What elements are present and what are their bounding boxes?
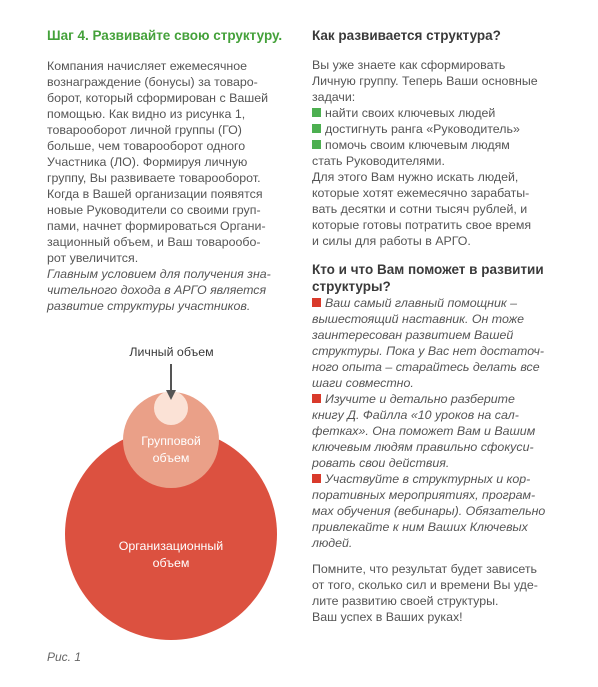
task-text: достигнуть ранга «Руководитель»: [325, 122, 520, 136]
green-bullet-icon: [312, 108, 321, 117]
heading-line: структуры?: [312, 279, 391, 294]
text-line: поративных мероприятиях, програм-: [312, 488, 536, 502]
text-line: ного опыта – старайтесь делать все: [312, 360, 540, 374]
italic-note: [47, 266, 292, 314]
text-line: Когда в Вашей организации появятся: [47, 187, 263, 201]
step-heading: Шаг 4. Развивайте свою структуру.: [47, 28, 283, 43]
text-line: развитие структуры участников.: [47, 299, 251, 313]
task-item: [312, 105, 574, 121]
text-line: которые готовы потратить свое время: [312, 218, 532, 232]
helpers-list: [312, 295, 574, 551]
personal-volume-label: Личный объем: [129, 345, 214, 359]
text-line: от того, сколько сил и времени Вы уде-: [312, 578, 538, 592]
text-line: структуры. Пока у Вас нет достаточ-: [312, 344, 545, 358]
section-heading: Как развивается структура?: [312, 28, 501, 43]
text-line: людей.: [312, 536, 353, 550]
text-line: Ваш успех в Ваших руках!: [312, 610, 463, 624]
text-line: рот увеличится.: [47, 251, 139, 265]
helper-item: [312, 471, 574, 487]
group-volume-label-2: объем: [152, 451, 190, 465]
task-text: найти своих ключевых людей: [325, 106, 496, 120]
text-line: Вы уже знаете как сформировать: [312, 58, 506, 72]
task-text-continued: стать Руководителями.: [312, 154, 445, 168]
text-line: ровать свои действия.: [312, 456, 450, 470]
text-line: борот, который сформирован с Вашей: [47, 91, 269, 105]
left-column: [47, 27, 292, 314]
text-line: Для этого Вам нужно искать людей,: [312, 170, 519, 184]
text-line: мах обучения (вебинары). Обязательно: [312, 504, 546, 518]
text-line: чительного дохода в АРГО является: [47, 283, 267, 297]
helper-text: Изучите и детально разберите: [325, 392, 515, 406]
helper-text: Ваш самый главный помощник –: [325, 296, 518, 310]
text-line: книгу Д. Файлла «10 уроков на сал-: [312, 408, 519, 422]
red-bullet-icon: [312, 474, 321, 483]
green-bullet-icon: [312, 140, 321, 149]
text-line: больше, чем товарооборот одного: [47, 139, 246, 153]
text-line: Главным условием для получения зна-: [47, 267, 271, 281]
text-line: фетках». Она поможет Вам и Вашим: [312, 424, 536, 438]
text-line: вышестоящий наставник. Он тоже: [312, 312, 525, 326]
text-line: группу, Вы развиваете товарооборот.: [47, 171, 261, 185]
group-volume-label-1: Групповой: [141, 434, 201, 448]
closing-paragraph: [312, 561, 574, 625]
heading-line: Кто и что Вам поможет в развитии: [312, 262, 544, 277]
text-line: привлекайте к ним Ваших Ключевых: [312, 520, 528, 534]
text-line: которые хотят ежемесячно зарабаты-: [312, 186, 530, 200]
text-line: вать десятки и сотни тысяч рублей, и: [312, 202, 528, 216]
intro-paragraph: [312, 57, 574, 105]
task-list: [312, 105, 574, 169]
organizational-volume-label-2: объем: [152, 556, 190, 570]
after-paragraph: [312, 169, 574, 249]
text-line: лите развитию своей структуры.: [312, 594, 499, 608]
helper-item: [312, 295, 574, 311]
text-line: Компания начисляет ежемесячное: [47, 59, 248, 73]
task-item: [312, 121, 574, 137]
text-line: задачи:: [312, 90, 356, 104]
text-line: Участника (ЛО). Формируя личную: [47, 155, 248, 169]
task-item: [312, 137, 574, 153]
right-column: [312, 27, 574, 625]
text-line: и силы для работы в АРГО.: [312, 234, 471, 248]
text-line: новые Руководители со своими груп-: [47, 203, 261, 217]
green-bullet-icon: [312, 124, 321, 133]
text-line: ключевым людям правильно сфокуси-: [312, 440, 534, 454]
volume-diagram: [47, 340, 297, 640]
text-line: зационный объем, и Ваш товарообо-: [47, 235, 261, 249]
helper-item: [312, 391, 574, 407]
text-line: товарооборот личной группы (ГО): [47, 123, 242, 137]
task-text: помочь своим ключевым людям: [325, 138, 510, 152]
helper-text: Участвуйте в структурных и кор-: [325, 472, 531, 486]
text-line: шаги совместно.: [312, 376, 414, 390]
circles-svg: [47, 340, 297, 640]
red-bullet-icon: [312, 298, 321, 307]
organizational-volume-label-1: Организационный: [118, 539, 224, 553]
text-line: помощью. Как видно из рисунка 1,: [47, 107, 246, 121]
text-line: заинтересован развитием Вашей: [312, 328, 514, 342]
text-line: вознаграждение (бонусы) за товаро-: [47, 75, 258, 89]
red-bullet-icon: [312, 394, 321, 403]
figure-caption: Рис. 1: [47, 650, 82, 664]
helpers-heading: [312, 261, 574, 295]
text-line: пами, начнет формироваться Органи-: [47, 219, 266, 233]
text-line: Помните, что результат будет зависеть: [312, 562, 537, 576]
text-line: Личную группу. Теперь Ваши основные: [312, 74, 538, 88]
step-paragraph: [47, 58, 292, 266]
